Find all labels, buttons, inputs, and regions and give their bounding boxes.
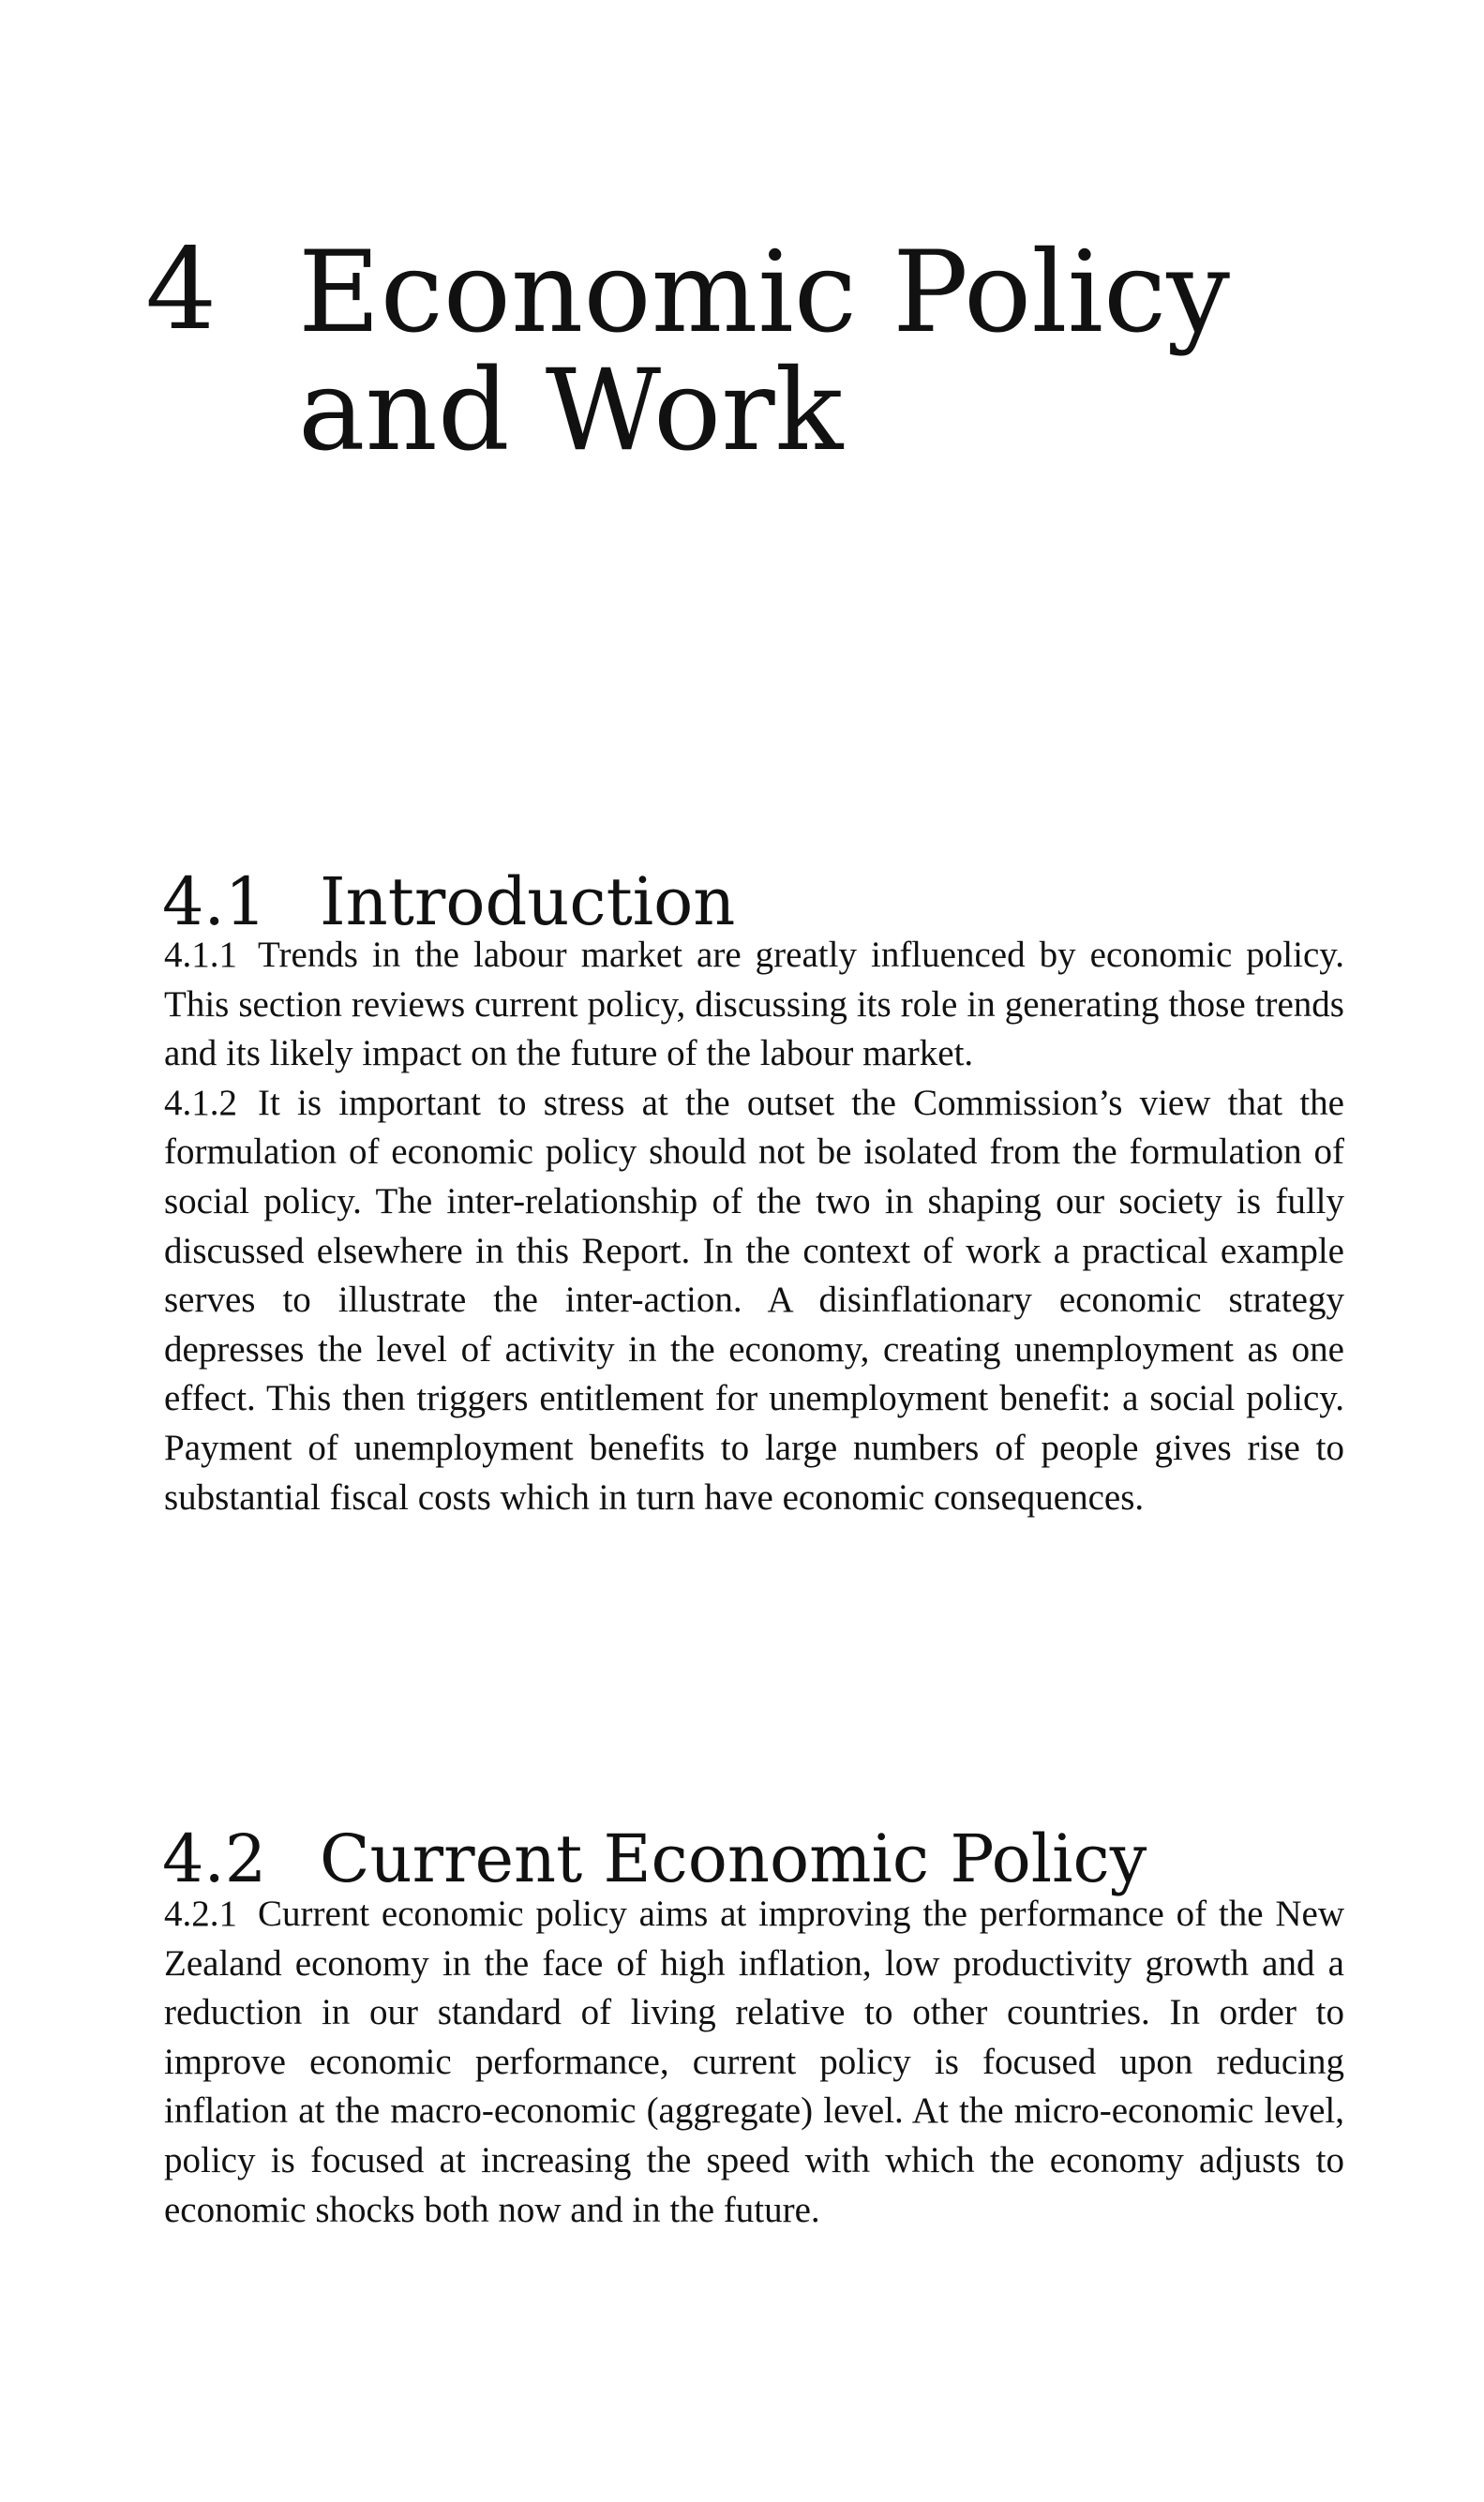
section-heading-current-economic-policy — [162, 1820, 1343, 1898]
paragraph-number: 4.1.2 — [164, 1082, 237, 1123]
section-number: 4.1 — [162, 863, 267, 941]
paragraph-number: 4.2.1 — [164, 1894, 237, 1934]
section-title: Introduction — [320, 863, 736, 941]
paragraph-number: 4.1.1 — [164, 935, 237, 975]
section-body-introduction — [164, 931, 1344, 1522]
chapter-title: Economic Policy and Work — [298, 228, 1230, 476]
section-number: 4.2 — [162, 1820, 267, 1898]
paragraph-4-1-1 — [164, 931, 1344, 1079]
paragraph-4-2-1 — [164, 1890, 1344, 2235]
paragraph-4-1-2 — [164, 1079, 1344, 1522]
section-title: Current Economic Policy — [320, 1820, 1147, 1898]
paragraph-text: It is important to stress at the outset the Commission’s view that the formulation of economic policy should not be isolated from the formulation of social policy. The inter-relationship of the two in shaping our society is fully discussed elsewhere in this Report. In the context of work a practical example serves to illustrate the inter-action. A disinflationary economic strategy depresses the level of activity in the economy, creating unemployment as one effect. This then triggers entitlement for unemployment benefit: a social policy. Payment of unemployment benefits to large numbers of people gives rise to substantial fiscal costs which in turn have economic consequences. — [164, 1082, 1344, 1518]
paragraph-text: Trends in the labour market are greatly influenced by economic policy. This section reviews current policy, discussing its role in generating those trends and its likely impact on the future of the labour market. — [164, 935, 1344, 1074]
section-body-current-economic-policy — [164, 1890, 1344, 2235]
chapter-number: 4 — [145, 225, 217, 355]
section-heading-introduction — [162, 863, 1343, 941]
paragraph-text: Current economic policy aims at improving the performance of the New Zealand economy in the face of high inflation, low productivity growth and a reduction in our standard of living relative to other countries. In order to improve economic performance, current policy is focused upon reducing inflation at the macro-economic (aggregate) level. At the micro-economic level, policy is focused at increasing the speed with which the economy adjusts to economic shocks both now and in the future. — [164, 1894, 1344, 2230]
